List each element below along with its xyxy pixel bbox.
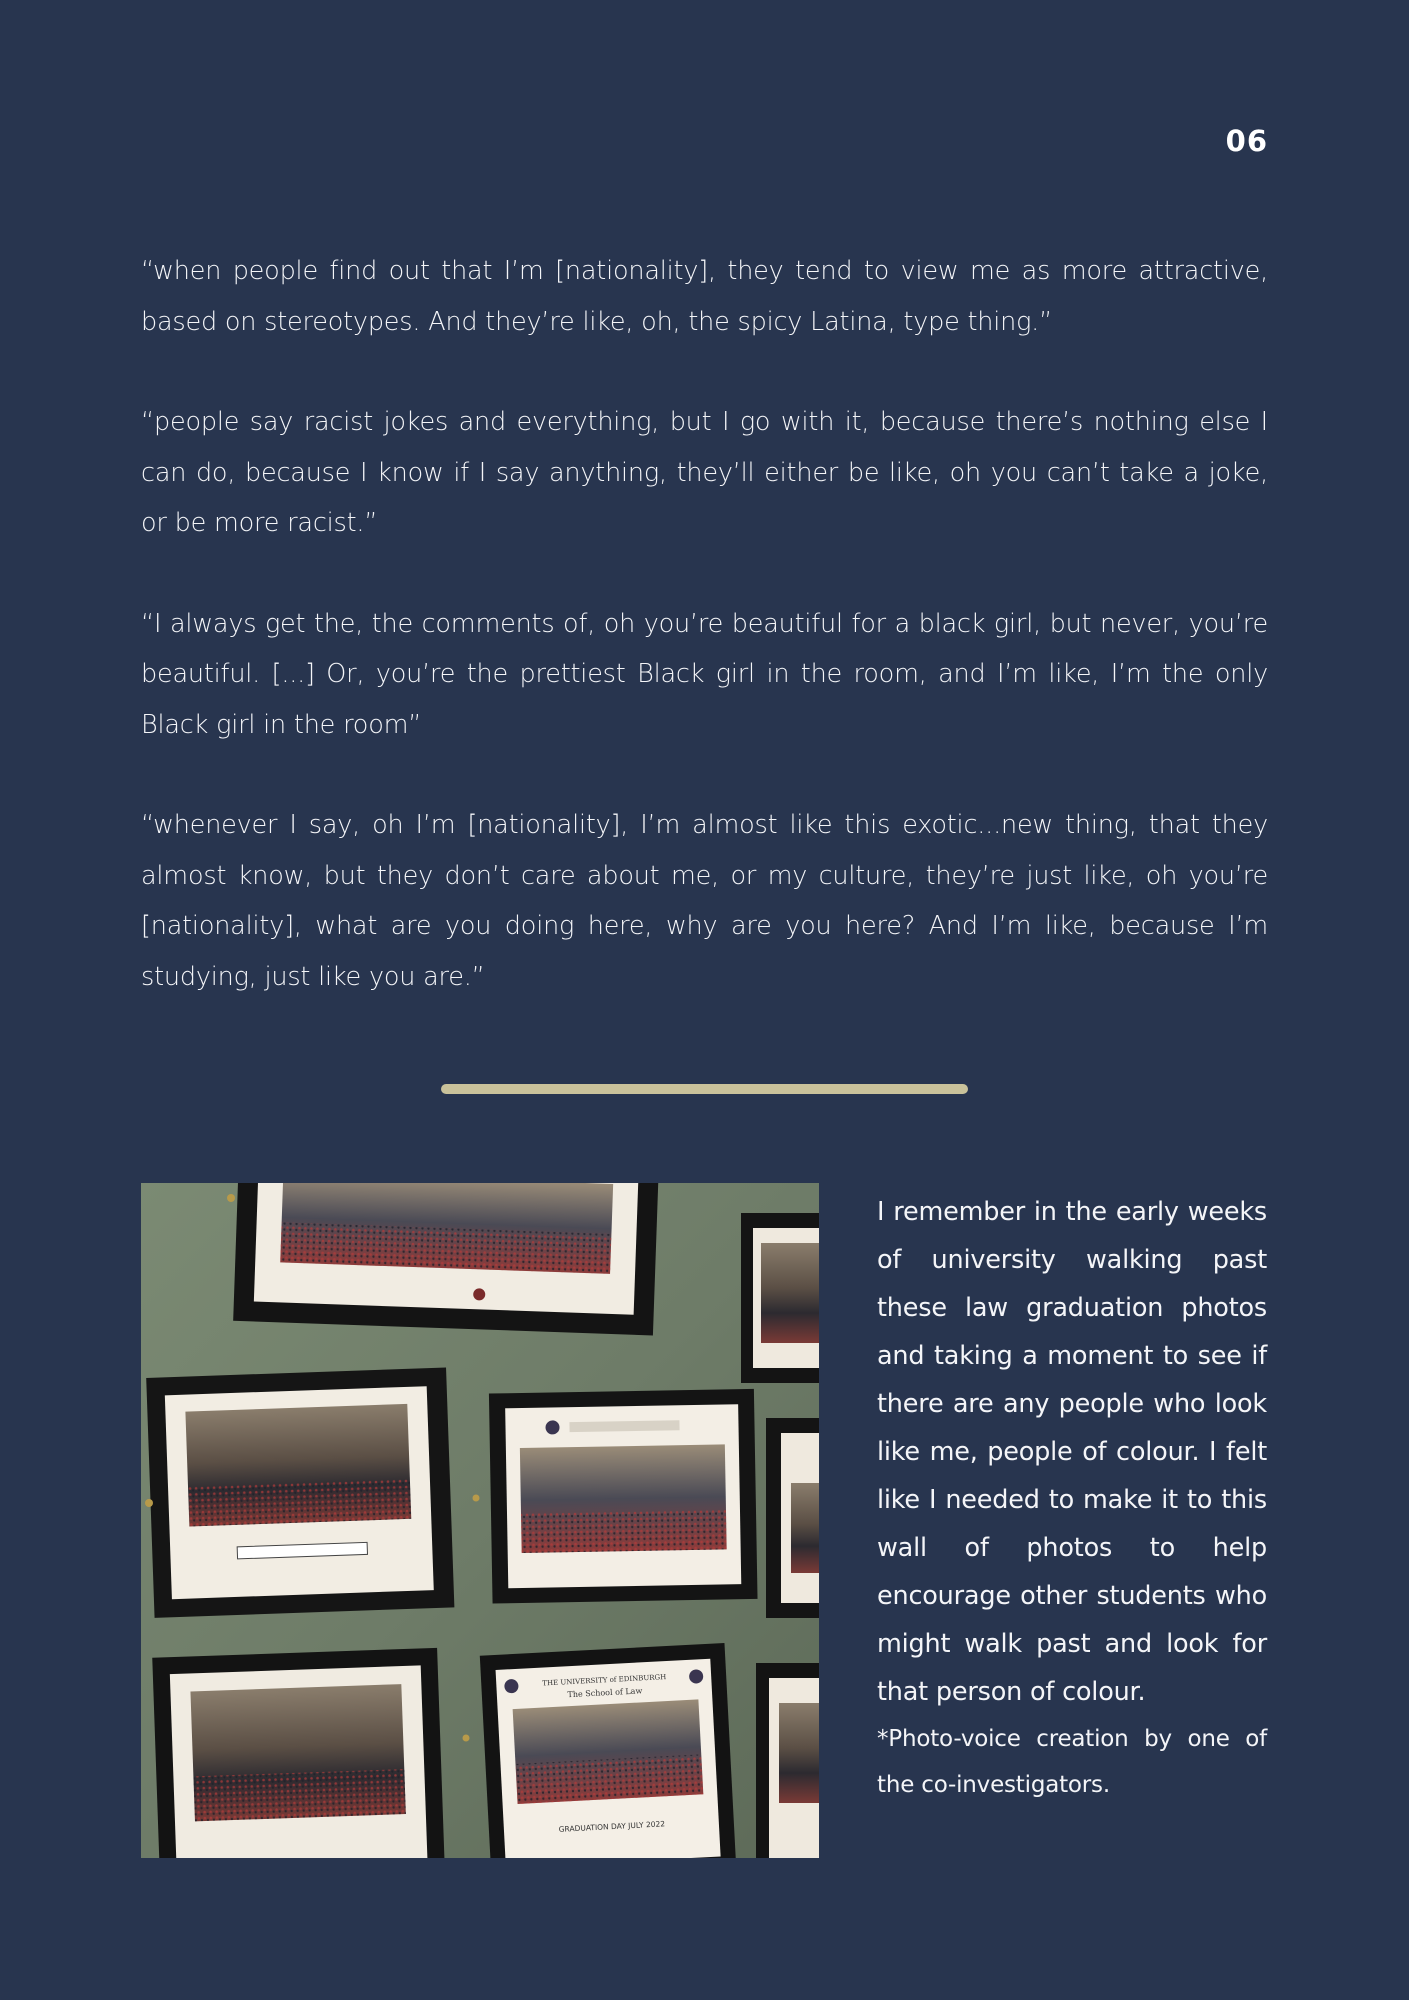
caption-text: I remember in the early weeks of university walking past these law graduation photos and taking a moment to see if there are any people who look like me, people of colour. I felt like I needed to make it to this wall of photos to help encourage other students who might walk past and look for that person of colour. [877,1197,1267,1707]
photo-caption [877,1188,1267,1808]
quote-2: “people say racist jokes and everything, but I go with it, because there’s nothing else I can do, because I know if I say anything, they’ll either be like, oh you can’t take a joke, or be more racist.” [141,407,1268,538]
quote-1: “when people find out that I’m [nationality], they tend to view me as more attractive, based on stereotypes. And they’re like, oh, the spicy Latina, type thing.” [141,256,1268,337]
frame-bottom-left [152,1648,445,1858]
page-number: 06 [1225,124,1268,158]
graduation-photos-illustration [141,1183,819,1858]
graduation-photos-wall-image [141,1183,819,1858]
frame-top-right [741,1213,819,1383]
section-divider [441,1084,968,1094]
quotes-section [141,246,1268,1052]
frame-middle-right [766,1418,819,1618]
frame-bottom-right [756,1663,819,1858]
photo-label-school: The School of Law [567,1686,643,1700]
frame-middle-center [489,1389,758,1604]
photo-label-banner: GRADUATION DAY JULY 2022 [558,1819,666,1834]
frame-top [233,1183,659,1335]
quote-4: “whenever I say, oh I’m [nationality], I’m almost like this exotic...new thing, that they almost know, but they don’t care about me, or my culture, they’re just like, oh you’re [nationality], what are you doing here, why are you here? And I’m like, because I’m studying, just like you are.” [141,810,1268,992]
photo-credit: *Photo-voice creation by one of the co-investigators. [877,1726,1267,1798]
frame-middle-left [146,1368,454,1618]
frame-bottom-center [480,1643,737,1858]
photo-label-university: THE UNIVERSITY of EDINBURGH [542,1673,667,1688]
quote-3: “I always get the, the comments of, oh you’re beautiful for a black girl, but never, you’re beautiful. [...] Or, you’re the prettiest Black girl in the room, and I’m like, I’m the only Black girl in the room” [141,608,1268,740]
